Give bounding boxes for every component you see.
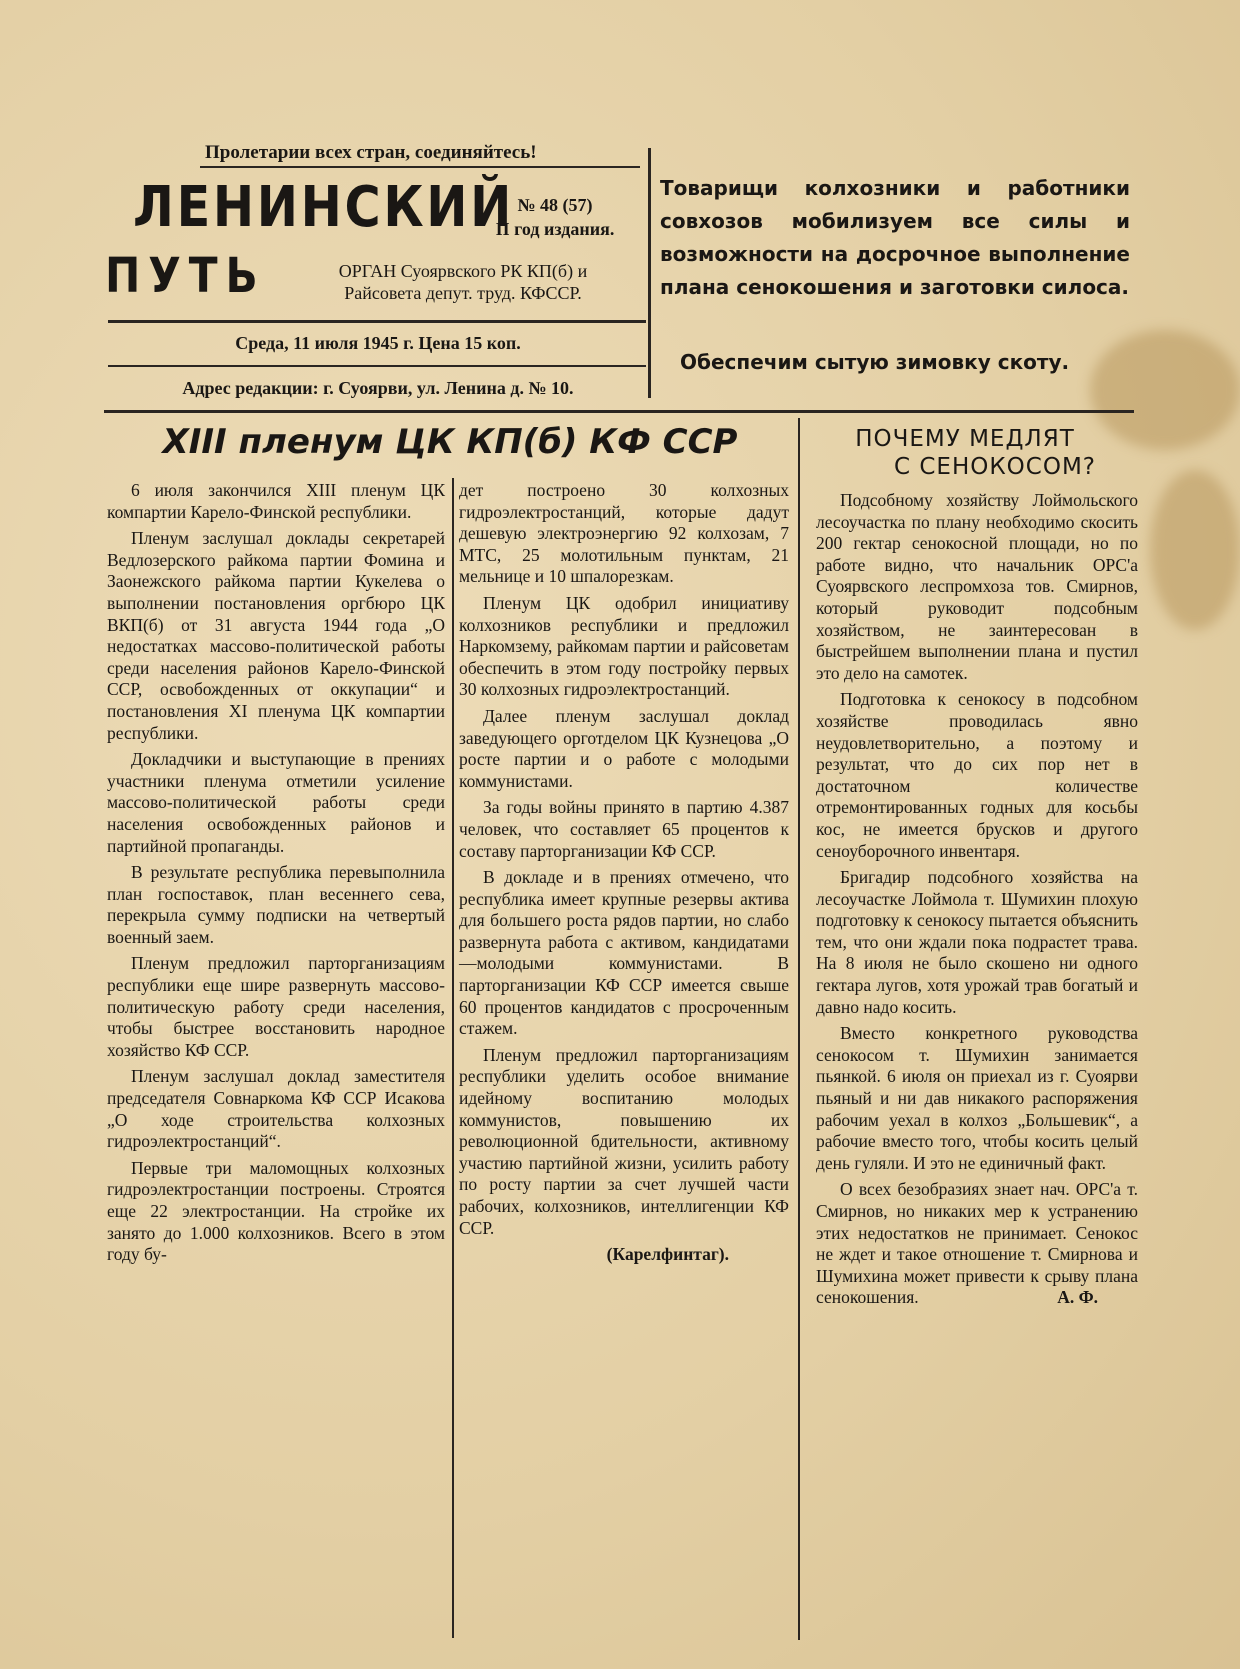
main-article-column-2 <box>459 480 789 1266</box>
organ-line1: ОРГАН Суоярвского РК КП(б) и <box>338 261 588 281</box>
paragraph: Пленум предложил парторганизациям республики уделить особое внимание идейному воспитанию молодых коммунистов, повышению их революционной бдительности, активному участию партийной жизни, усилить работу по росту партии за счет лучшей части рабочих, колхозников, интеллигенции КФ ССР. <box>459 1044 789 1238</box>
masthead-vertical-rule <box>648 148 651 398</box>
paragraph: Подсобному хозяйству Лоймольского лесоучастка по плану необходимо скосить 200 гектар сенокосной площади, но по работе видно, что начальник ОРС'а Суоярвского леспромхоза тов. Смирнов, который руководит подсобным хозяйством, не заинтересован в быстрейшем выполнении плана и пустил это дело на самотек. <box>816 490 1138 683</box>
paragraph: Бригадир подсобного хозяйства на лесоучастке Лоймола т. Шумихин плохую подготовку к сенокосу пытается объяснить тем, что они ждали пока подрастет трава. На 8 июля не было скошено ни одного гектара лугов, хотя урожай трав богатый и давно надо косить. <box>816 867 1138 1017</box>
paragraph: О всех безобразиях знает нач. ОРС'а т. Смирнов, но никаких мер к устранению этих недостатков не принимает. Сенокос не ждет и такое отношение т. Смирнова и Шумихина может привести к срыву плана сенокошения. <box>816 1179 1138 1308</box>
paragraph: Пленум заслушал доклад заместителя председателя Совнаркома КФ ССР Исакова „О ходе строительства колхозных гидроэлектростанций“. <box>107 1066 445 1152</box>
masthead-rule <box>108 365 646 367</box>
paragraph: В результате республика перевыполнила план госпоставок, план весеннего сева, перекрыла сумму подписки на четвертый военный заем. <box>107 862 445 947</box>
side-headline <box>815 425 1115 481</box>
paragraph: Вместо конкретного руководства сенокосом т. Шумихин занимается пьянкой. 6 июля он приехал из г. Суоярви пьяный и ни дав никакого распоряжения рабочим уехал в колхоз „Большевик“, а рабочие вместо того, чтобы косить целый день гуляли. И это не единичный факт. <box>816 1023 1138 1173</box>
paragraph: Докладчики и выступающие в прениях участники пленума отметили усиление массово-политической работы среди населения освобожденных районов и партийной пропаганды. <box>107 749 445 856</box>
side-headline-line2: С СЕНОКОСОМ? <box>893 454 1096 480</box>
paragraph: дет построено 30 колхозных гидроэлектростанций, которые дадут дешевую электроэнергию 92 колхозам, 7 МТС, 25 молотильным пунктам, 21 мельнице и 10 шпалорезкам. <box>459 480 789 587</box>
paragraph: Пленум ЦК одобрил инициативу колхозников республики и предложил Наркомзему, райкомам партии и райсоветам обеспечить в этом году постройку первых 30 колхозных гидроэлектростанций. <box>459 592 789 700</box>
slogan-text-2: Обеспечим сытую зимовку скоту. <box>680 350 1070 374</box>
slogan-text: Товарищи колхозники и работники совхозов мобилизуем все силы и возможности на досрочное выполнение плана сенокошения и заготовки силоса. <box>660 176 1130 299</box>
masthead-rule <box>108 320 646 323</box>
paragraph: За годы войны принято в партию 4.387 человек, что составляет 65 процентов к составу парторганизации КФ ССР. <box>459 797 789 861</box>
paragraph: Первые три маломощных колхозных гидроэлектростанции построены. Строятся еще 22 электростанции. На стройке их занято до 1.000 колхозников. Всего в этом году бу- <box>107 1157 445 1265</box>
paragraph: Далее пленум заслушал доклад заведующего орготделом ЦК Кузнецова „О росте партии и о работе с молодыми коммунистами. <box>459 705 789 791</box>
side-article-signature: А. Ф. <box>1057 1286 1098 1307</box>
paragraph: Подготовка к сенокосу в подсобном хозяйстве проводилась явно неудовлетворительно, а поэтому и результат, что до сих пор нет в достаточном количестве отремонтированных годных для косьбы кос, не имеется брусков и другого сеноуборочного инвентаря. <box>816 689 1138 861</box>
editorial-address: Адрес редакции: г. Суоярви, ул. Ленина д. № 10. <box>182 378 574 398</box>
organ-info <box>283 260 643 304</box>
column-rule <box>452 478 454 1638</box>
article-source: (Карелфинтаг). <box>606 1244 729 1265</box>
date-price: Среда, 11 июля 1945 г. Цена 15 коп. <box>235 333 521 353</box>
issue-year: II год издания. <box>495 219 615 239</box>
paragraph: Пленум заслушал доклады секретарей Ведлозерского райкома партии Фомина и Заонежского райкома партии Кукелева о выполнении постановления оргбюро ЦК ВКП(б) от 31 августа 1944 года „О недостатках массово-политической работы среди населения районов Карело-Финской ССР, освобожденных от оккупации“ и постановления XI пленума ЦК компартии республики. <box>107 528 445 743</box>
side-article-column <box>816 490 1138 1309</box>
side-headline-line1: ПОЧЕМУ МЕДЛЯТ <box>855 426 1075 452</box>
newspaper-title-line2: ПУТЬ <box>105 248 266 304</box>
newspaper-title-line1: ЛЕНИНСКИЙ <box>133 175 515 240</box>
masthead-motto: Пролетарии всех стран, соединяйтесь! <box>205 142 537 163</box>
main-article-column-1 <box>107 480 445 1271</box>
masthead-rule <box>200 166 640 168</box>
paragraph: В докладе и в прениях отмечено, что республика имеет крупные резервы актива для большего роста рядов партии, но слабо развернута работа с активом, кандидатами—молодыми коммунистами. В парторганизации КФ ССР имеется свыше 60 процентов кандидатов с просроченным стажем. <box>459 867 789 1039</box>
main-headline: XIII пленум ЦК КП(б) КФ ССР <box>162 422 738 462</box>
paragraph: 6 июля закончился XIII пленум ЦК компартии Карело-Финской республики. <box>107 480 445 522</box>
issue-info <box>470 193 640 241</box>
header-bottom-rule <box>104 410 1134 413</box>
paper-stain <box>1150 470 1240 630</box>
organ-line2: Райсовета депут. труд. КФССР. <box>344 283 582 303</box>
paragraph: Пленум предложил парторганизациям республики еще шире развернуть массово-политическую работу среди населения, чтобы быстрее восстановить народное хозяйство КФ ССР. <box>107 953 445 1060</box>
issue-number: № 48 (57) <box>517 195 593 215</box>
column-rule <box>798 418 800 1640</box>
